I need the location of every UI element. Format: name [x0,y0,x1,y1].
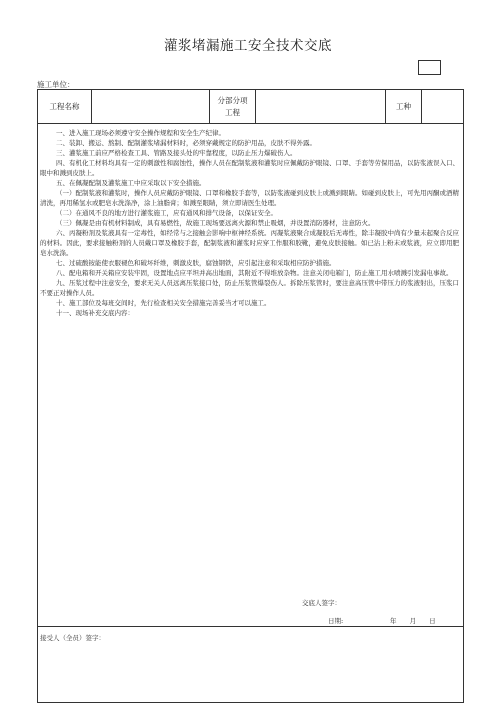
sub-project-label-line1: 分部分项 [217,95,248,105]
work-type-field[interactable] [422,90,463,123]
work-type-label: 工种 [386,90,422,123]
document-number-box[interactable] [418,60,441,75]
receiver-section [38,627,463,702]
clause-5-3: （三）佩凝是由有机材料制成，具有易燃性，故施工现场要远离火源和禁止吸烟，并设置消防器材，注意防火。 [56,219,375,227]
disclosure-text [40,128,459,318]
clause-2: 二、装卸、搬运、熬制、配制灌浆堵漏材料时，必须穿戴规定的防护用品，皮肤不得外露。 [56,139,316,147]
clause-3: 三、灌浆施工前应严格检查工具、管路及接头处的牢靠程度，以防止压力爆破伤人。 [56,149,297,157]
clause-5-1: （一）配制浆液和灌浆时，操作人员应戴防护眼镜、口罩和橡胶手套等，以防浆液碰到皮肤上或溅到眼睛。如碰到皮肤上，可先用丙酮或酒精清洗，再用稀氢水或肥皂水洗涤净，涂上油脂膏；如溅至眼睛，须立即请医生处理。 [40,189,459,207]
receiver-signature-label: 接受人（全员）签字： [40,634,105,642]
sub-project-label-line2: 工程 [225,107,240,117]
clause-10: 十、施工部位及每班交间时，先行检查相关安全措施完善妥当才可以施工。 [56,299,271,307]
date-label: 日期: [328,617,344,625]
sub-project-field[interactable] [256,90,386,123]
clause-4: 四、有机化工材料均具有一定的刺激性和腐蚀性，操作人员在配制浆液和灌浆时应佩戴防护眼镜、口罩、手套等劳保用品，以防浆液误入口、眼中和溅到皮肤上。 [40,159,459,177]
clause-5: 五、在佩凝配制及灌浆施工中应采取以下安全措施。 [56,179,206,187]
clause-5-2: （二）在通风不良的地方进行灌浆施工，应有通风和排气设备，以保证安全。 [56,209,277,217]
clause-7: 七、过硫酸铵能使衣服褪色和破坏纤维，刺激皮肤，腐蚀钢铁，应引起注意和采取相应防护措施。 [56,259,336,267]
sub-project-label [210,90,256,123]
discloser-signature-label: 交底人签字： [302,599,341,607]
disclosure-content-section [38,124,463,627]
clause-1: 一、进入施工现场必须遵守安全操作规程和安全生产纪律。 [56,129,225,137]
clause-9: 九、压浆过程中注意安全，要求无关人员远离压浆接口处，防止压浆管爆裂伤人。拆除压浆管时，要注意高压管中带压力的浆液射出，压浆口不要正对操作人员。 [40,279,459,297]
document-title: 灌浆堵漏施工安全技术交底 [164,38,332,54]
project-name-label: 工程名称 [38,90,92,123]
construction-unit-label: 施工单位： [37,80,75,89]
date-field[interactable]: 年 月 日 [390,617,437,625]
project-name-field[interactable] [92,90,210,123]
form-header-row [38,90,463,124]
disclosure-form [37,89,464,703]
clause-11: 十一、现场补充交底内容： [56,309,134,317]
clause-6: 六、丙凝粉剂及浆液具有一定毒性，如经常与之接触会影响中枢神经系统。丙凝浆液聚合成凝胶后无毒性，除丰凝胶中尚有少量未起聚合反应的材料。因此，要求接触粉剂的人员戴口罩及橡胶手套，配制浆液和灌浆时应穿工作服和胶靴，避免皮肤接触。如已沾上粉末或浆液，应立即用肥皂水洗涤。 [40,229,459,257]
clause-8: 八、配电箱和开关箱应安装牢固，设置地点应平坦并高出地面，其附近不得堆放杂物。注意关闭电箱门，防止施工用水喷溅引发漏电事故。 [56,269,453,277]
